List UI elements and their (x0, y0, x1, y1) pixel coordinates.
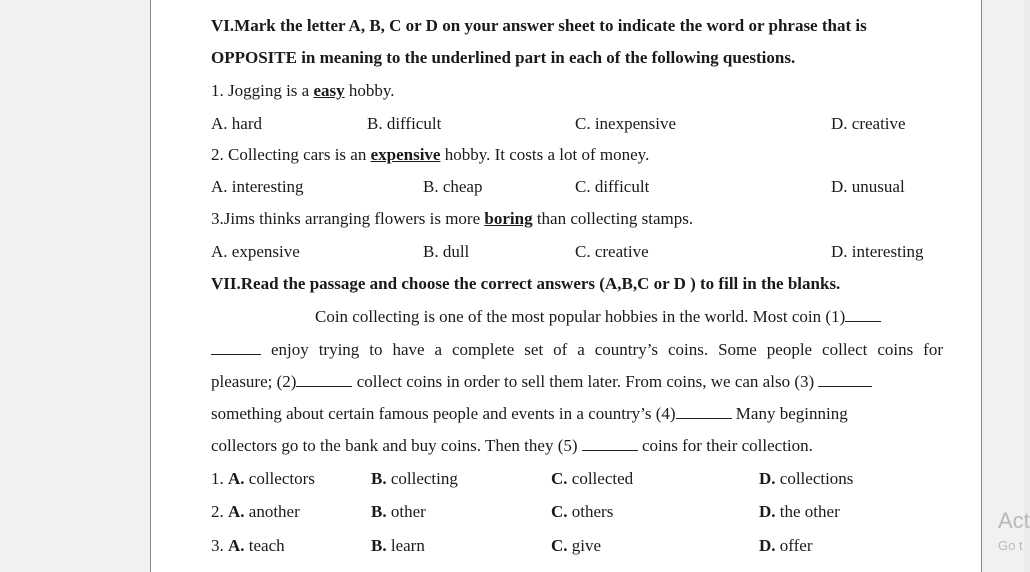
passage-line-5: collectors go to the bank and buy coins. Then they (5) coins for their collection. (211, 436, 813, 455)
q2-option-b[interactable]: B. cheap (423, 177, 483, 196)
blank-4 (676, 404, 732, 419)
blank-2 (296, 372, 352, 387)
passage-line-3: pleasure; (2) collect coins in order to sell them later. From coins, we can also (3) (211, 372, 872, 392)
question-2: 2. Collecting cars is an expensive hobby. It costs a lot of money. (211, 145, 650, 164)
section-6-heading-line-1: VI.Mark the letter A, B, C or D on your answer sheet to indicate the word or phrase that is (211, 16, 867, 35)
answer-2-option-d[interactable]: D. the other (759, 502, 840, 521)
underlined-word: easy (313, 81, 345, 100)
q3-option-b[interactable]: B. dull (423, 242, 470, 261)
q2-option-c[interactable]: C. difficult (575, 177, 650, 196)
left-gutter (0, 0, 150, 572)
q3-option-a[interactable]: A. expensive (211, 242, 300, 261)
blank-3 (818, 372, 872, 387)
answer-1-option-b[interactable]: B. collecting (371, 469, 458, 488)
question-3: 3.Jims thinks arranging flowers is more boring than collecting stamps. (211, 209, 694, 228)
q2-option-d[interactable]: D. unusual (831, 177, 905, 196)
document-page (150, 0, 982, 572)
blank-5 (582, 436, 638, 451)
answer-2-option-a[interactable]: 2. A. another (211, 502, 300, 521)
answer-3-option-b[interactable]: B. learn (371, 536, 425, 555)
activation-watermark-line-2: Go t (998, 538, 1023, 553)
answer-1-option-d[interactable]: D. collections (759, 469, 854, 488)
q1-option-d[interactable]: D. creative (831, 114, 906, 133)
answer-1-option-c[interactable]: C. collected (551, 469, 634, 488)
answer-2-option-b[interactable]: B. other (371, 502, 426, 521)
underlined-word: boring (484, 209, 533, 228)
q3-option-d[interactable]: D. interesting (831, 242, 924, 261)
underlined-word: expensive (370, 145, 441, 164)
q2-option-a[interactable]: A. interesting (211, 177, 304, 196)
right-gutter (982, 0, 1024, 572)
section-6-heading-line-2: OPPOSITE in meaning to the underlined part in each of the following questions. (211, 48, 796, 67)
q1-option-b[interactable]: B. difficult (367, 114, 442, 133)
question-1: 1. Jogging is a easy hobby. (211, 81, 395, 100)
q1-option-a[interactable]: A. hard (211, 114, 262, 133)
q1-option-c[interactable]: C. inexpensive (575, 114, 677, 133)
section-7-heading: VII.Read the passage and choose the correct answers (A,B,C or D ) to fill in the blanks. (211, 274, 841, 293)
answer-1-option-a[interactable]: 1. A. collectors (211, 469, 315, 488)
passage-line-1: Coin collecting is one of the most popular hobbies in the world. Most coin (1) (315, 307, 881, 327)
blank-1-end (211, 340, 261, 355)
passage-line-4: something about certain famous people and events in a country’s (4) Many beginning (211, 404, 848, 423)
blank-1-start (845, 307, 881, 322)
answer-2-option-c[interactable]: C. others (551, 502, 614, 521)
activation-watermark-line-1: Act (998, 508, 1030, 533)
answer-3-option-c[interactable]: C. give (551, 536, 602, 555)
answer-3-option-d[interactable]: D. offer (759, 536, 813, 555)
passage-line-2: enjoy trying to have a complete set of a country’s coins. Some people collect coins for (211, 340, 943, 360)
q3-option-c[interactable]: C. creative (575, 242, 649, 261)
answer-3-option-a[interactable]: 3. A. teach (211, 536, 285, 555)
